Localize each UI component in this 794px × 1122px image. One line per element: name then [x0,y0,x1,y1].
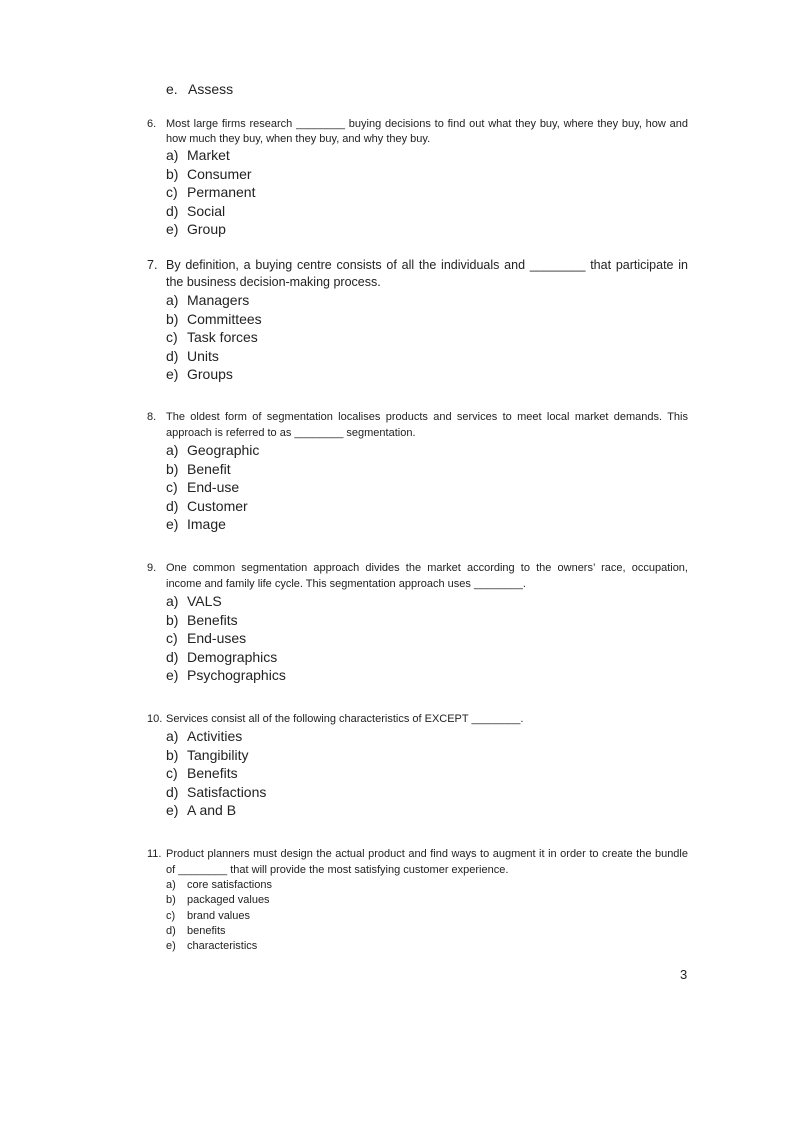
option-text: Managers [187,292,250,308]
question-text: By definition, a buying centre consists of all the individuals and ________ that participate in the business decision-making process. [166,258,688,289]
option-letter: b) [166,460,179,477]
question-7 [147,257,688,384]
answer-option [166,328,688,347]
option-text: Customer [187,497,248,514]
answer-option [166,878,688,893]
option-text: Geographic [187,442,260,458]
answer-option [166,220,688,239]
option-letter: e. [166,81,178,97]
option-text: packaged values [187,894,270,907]
answer-option [166,165,688,184]
answer-option [166,478,688,497]
option-letter: e) [166,940,176,953]
question-number: 6. [147,118,157,130]
option-letter: c) [166,909,176,922]
page-number: 3 [680,967,688,982]
option-letter: d) [166,202,179,219]
option-text: characteristics [187,940,258,953]
answer-option [166,764,688,783]
question-11 [147,847,688,954]
option-text: core satisfactions [187,879,272,891]
option-letter: e) [166,802,179,818]
option-letter: a) [166,728,179,744]
answer-option [166,460,688,479]
answer-option [166,629,688,648]
option-letter: c) [166,765,178,781]
option-text: Committees [187,310,262,327]
answer-option [166,666,688,685]
question-text: The oldest form of segmentation localises products and services to meet local market demands. This approach is referred to as ________ segmentation. [166,411,688,439]
question-number: 11. [147,848,162,860]
answer-option [166,893,688,908]
question-8 [147,410,688,534]
answer-option [166,146,688,165]
answer-option [166,183,688,202]
option-letter: a) [166,879,176,891]
answer-option [166,801,688,820]
option-letter: d) [166,497,179,514]
option-letter: c) [166,479,178,495]
answer-option [166,497,688,516]
question-text: Product planners must design the actual product and find ways to augment it in order to create the bundle of ________ that will provide the most satisfying customer experience. [166,848,688,876]
option-letter: a) [166,292,179,308]
option-text: End-uses [187,630,247,646]
question-text: Services consist all of the following characteristics of EXCEPT ________. [166,713,524,725]
option-letter: e) [166,667,179,683]
option-letter: d) [166,783,179,800]
question-number: 7. [147,258,158,272]
answer-option [166,783,688,802]
option-text: Psychographics [187,667,286,683]
carryover-option [166,81,233,97]
answer-option [166,347,688,366]
option-text: Groups [187,366,233,382]
option-letter: b) [166,611,179,628]
option-letter: b) [166,746,179,763]
option-letter: e) [166,516,179,532]
answer-option [166,727,688,746]
option-letter: b) [166,894,176,907]
option-letter: d) [166,648,179,665]
question-text: Most large firms research ________ buying decisions to find out what they buy, where they buy, how and how much they buy, when they buy, and why they buy. [166,118,688,145]
option-text: VALS [187,593,222,609]
option-letter: c) [166,184,178,200]
option-text: Benefits [187,765,238,781]
question-number: 9. [147,562,157,574]
option-letter: c) [166,630,178,646]
option-text: benefits [187,924,226,937]
option-letter: c) [166,329,178,345]
option-text: Consumer [187,165,252,182]
answer-option [166,746,688,765]
answer-option [166,909,688,924]
option-letter: b) [166,165,179,182]
question-10 [147,712,688,820]
option-text: A and B [187,802,237,818]
option-text: End-use [187,479,240,495]
question-number: 10. [147,713,163,725]
option-letter: a) [166,147,179,163]
answer-option [166,291,688,310]
option-text: Tangibility [187,746,249,763]
answer-option [166,365,688,384]
answer-option [166,202,688,221]
question-text: One common segmentation approach divides the market according to the owners’ race, occupation, income and family life cycle. This segmentation approach uses ________. [166,562,688,590]
answer-option [166,592,688,611]
option-text: Social [187,202,226,219]
answer-option [166,924,688,939]
option-text: Assess [188,81,234,97]
option-text: Group [187,221,226,237]
option-text: Task forces [187,329,258,345]
option-letter: d) [166,347,179,364]
answer-option [166,515,688,534]
option-text: Demographics [187,648,278,665]
answer-option [166,939,688,954]
answer-option [166,310,688,329]
answer-option [166,611,688,630]
option-text: Units [187,347,219,364]
option-text: Market [187,147,230,163]
option-text: Image [187,516,226,532]
option-letter: d) [166,924,176,937]
option-text: Benefits [187,611,238,628]
answer-option [166,441,688,460]
option-letter: e) [166,221,179,237]
option-letter: e) [166,366,179,382]
option-text: Permanent [187,184,256,200]
option-text: brand values [187,909,250,922]
option-letter: a) [166,442,179,458]
answer-option [166,648,688,667]
option-text: Satisfactions [187,783,267,800]
option-letter: a) [166,593,179,609]
question-6 [147,117,688,239]
option-letter: b) [166,310,179,327]
option-text: Benefit [187,460,231,477]
option-text: Activities [187,728,243,744]
question-number: 8. [147,411,157,423]
question-9 [147,561,688,685]
